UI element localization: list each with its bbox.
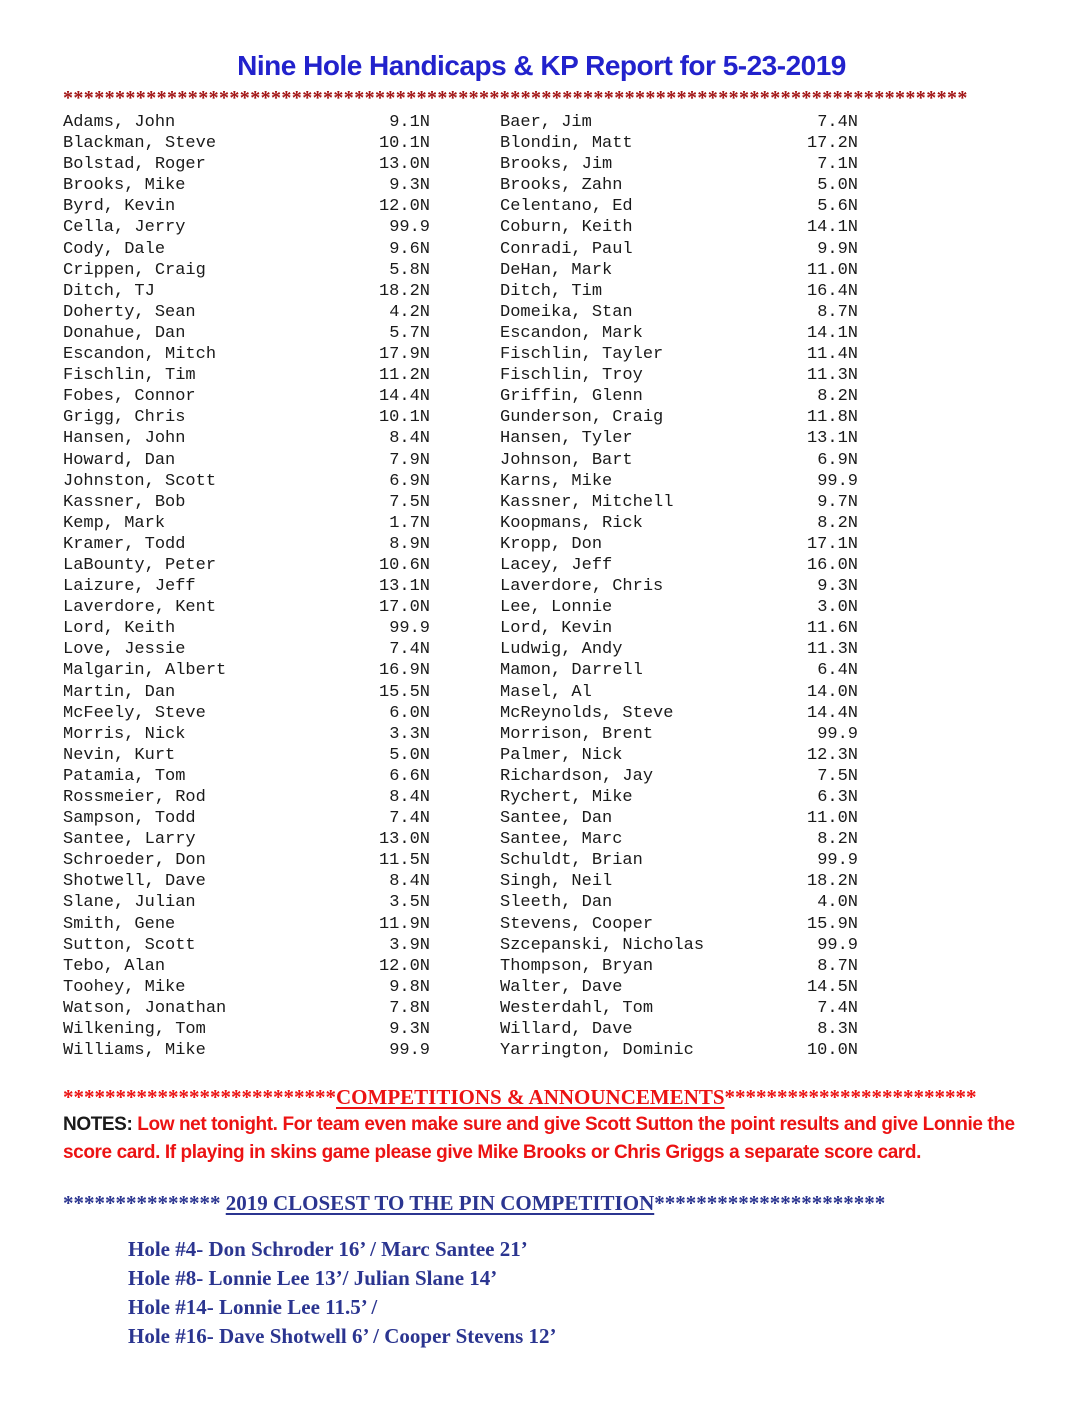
player-name: Cody, Dale — [63, 239, 166, 259]
handicap-value: 16.4N — [806, 281, 858, 301]
handicap-value: 99.9 — [389, 619, 430, 639]
roster-row — [500, 450, 858, 471]
roster-row — [63, 239, 430, 260]
handicap-value: 13.1N — [378, 577, 430, 597]
player-name: Morris, Nick — [63, 724, 186, 744]
handicap-value: 7.8N — [389, 998, 430, 1018]
handicap-value: 5.8N — [389, 260, 430, 280]
roster-row — [500, 639, 858, 660]
player-name: Laverdore, Chris — [500, 577, 664, 597]
roster-row — [63, 660, 430, 681]
roster-row — [63, 428, 430, 449]
roster-row — [500, 260, 858, 281]
handicap-value: 14.1N — [806, 323, 858, 343]
roster-row — [500, 133, 858, 154]
player-name: Thompson, Bryan — [500, 956, 654, 976]
roster-row — [63, 998, 430, 1019]
roster-row — [63, 407, 430, 428]
handicap-value: 3.9N — [389, 935, 430, 955]
player-name: Cella, Jerry — [63, 218, 186, 238]
roster-row — [500, 281, 858, 302]
handicap-value: 5.6N — [817, 197, 858, 217]
roster-row — [63, 513, 430, 534]
player-name: Szcepanski, Nicholas — [500, 935, 705, 955]
roster-column-right — [500, 112, 858, 1061]
pin-stars-after: ********************** — [654, 1191, 886, 1216]
roster-row — [63, 935, 430, 956]
handicap-value: 6.9N — [389, 471, 430, 491]
player-name: Mamon, Darrell — [500, 661, 643, 681]
player-name: Kassner, Bob — [63, 492, 186, 512]
handicap-value: 5.0N — [817, 176, 858, 196]
player-name: Palmer, Nick — [500, 745, 623, 765]
handicap-value: 15.5N — [378, 682, 430, 702]
handicap-value: 11.4N — [806, 345, 858, 365]
roster-row — [63, 724, 430, 745]
closest-to-pin-heading: 2019 CLOSEST TO THE PIN COMPETITION — [225, 1191, 655, 1216]
roster-row — [63, 871, 430, 892]
handicap-value: 99.9 — [389, 1041, 430, 1061]
player-name: Smith, Gene — [63, 914, 176, 934]
roster-row — [63, 787, 430, 808]
player-name: Fischlin, Troy — [500, 366, 643, 386]
handicap-value: 7.4N — [817, 113, 858, 132]
player-name: Lee, Lonnie — [500, 598, 613, 618]
roster-row — [63, 323, 430, 344]
handicap-value: 10.0N — [806, 1041, 858, 1061]
handicap-value: 11.2N — [378, 366, 430, 386]
player-name: Fischlin, Tim — [63, 366, 196, 386]
roster-column-left — [63, 112, 430, 1061]
player-name: Doherty, Sean — [63, 302, 196, 322]
handicap-value: 9.3N — [389, 1020, 430, 1040]
player-name: Tebo, Alan — [63, 956, 166, 976]
player-name: Crippen, Craig — [63, 260, 206, 280]
player-name: Kassner, Mitchell — [500, 492, 674, 512]
player-name: Rossmeier, Rod — [63, 788, 206, 807]
notes-paragraph — [63, 1111, 1020, 1167]
roster-row — [63, 386, 430, 407]
handicap-value: 18.2N — [806, 872, 858, 892]
handicap-value: 13.0N — [378, 155, 430, 175]
handicap-value: 16.9N — [378, 661, 430, 681]
handicap-value: 99.9 — [817, 724, 858, 744]
roster-row — [500, 724, 858, 745]
roster-row — [63, 766, 430, 787]
handicap-value: 8.2N — [817, 387, 858, 407]
roster-row — [63, 196, 430, 217]
roster-row — [63, 154, 430, 175]
roster-row — [500, 576, 858, 597]
player-name: Yarrington, Dominic — [500, 1041, 694, 1061]
handicap-value: 3.0N — [817, 598, 858, 618]
player-name: Watson, Jonathan — [63, 998, 227, 1018]
player-name: Sutton, Scott — [63, 935, 196, 955]
roster-row — [63, 175, 430, 196]
roster-row — [63, 112, 430, 133]
roster-row — [63, 682, 430, 703]
roster-row — [63, 492, 430, 513]
handicap-value: 4.0N — [817, 893, 858, 913]
handicap-value: 5.7N — [389, 323, 430, 343]
roster-row — [63, 576, 430, 597]
player-name: Fischlin, Tayler — [500, 345, 664, 365]
player-name: Karns, Mike — [500, 471, 613, 491]
roster-row — [63, 344, 430, 365]
roster-row — [63, 1040, 430, 1061]
roster-row — [63, 956, 430, 977]
player-name: Rychert, Mike — [500, 788, 633, 807]
player-name: Santee, Larry — [63, 830, 196, 850]
player-name: Blackman, Steve — [63, 134, 217, 154]
roster-row — [63, 1019, 430, 1040]
roster-row — [500, 597, 858, 618]
player-name: Morrison, Brent — [500, 724, 654, 744]
roster-row — [500, 344, 858, 365]
player-name: Stevens, Cooper — [500, 914, 654, 934]
player-name: Bolstad, Roger — [63, 155, 206, 175]
roster-row — [63, 471, 430, 492]
player-name: Schroeder, Don — [63, 851, 206, 871]
player-name: Masel, Al — [500, 682, 592, 702]
roster-row — [500, 196, 858, 217]
player-name: Richardson, Jay — [500, 766, 654, 786]
player-name: Escandon, Mark — [500, 323, 643, 343]
handicap-value: 16.0N — [806, 555, 858, 575]
player-name: Fobes, Connor — [63, 387, 196, 407]
player-name: Grigg, Chris — [63, 408, 186, 428]
handicap-value: 7.5N — [817, 766, 858, 786]
player-name: Malgarin, Albert — [63, 661, 227, 681]
player-name: LaBounty, Peter — [63, 555, 217, 575]
handicap-value: 99.9 — [817, 935, 858, 955]
player-name: Lacey, Jeff — [500, 555, 613, 575]
roster-row — [500, 323, 858, 344]
roster-row — [500, 428, 858, 449]
handicap-value: 99.9 — [817, 851, 858, 871]
handicap-value: 11.9N — [378, 914, 430, 934]
report-content — [63, 50, 1020, 1351]
player-name: Coburn, Keith — [500, 218, 633, 238]
competitions-stars-after: ************************ — [724, 1085, 977, 1110]
handicap-value: 6.4N — [817, 661, 858, 681]
page-title: Nine Hole Handicaps & KP Report for 5-23-2019 — [237, 50, 846, 81]
player-name: Blondin, Matt — [500, 134, 633, 154]
roster-row — [500, 871, 858, 892]
roster-row — [500, 956, 858, 977]
handicap-value: 9.1N — [389, 113, 430, 132]
player-name: Love, Jessie — [63, 640, 186, 660]
roster-row — [500, 977, 858, 998]
handicap-value: 1.7N — [389, 513, 430, 533]
player-name: Kramer, Todd — [63, 534, 186, 554]
handicap-value: 11.3N — [806, 640, 858, 660]
roster-row — [500, 745, 858, 766]
roster-row — [500, 555, 858, 576]
roster-row — [63, 808, 430, 829]
roster-row — [63, 703, 430, 724]
handicap-value: 6.9N — [817, 450, 858, 470]
handicap-value: 6.0N — [389, 703, 430, 723]
hole-result-line: Hole #16- Dave Shotwell 6’ / Cooper Stevens 12’ — [128, 1324, 557, 1349]
handicap-value: 5.0N — [389, 745, 430, 765]
player-name: DeHan, Mark — [500, 260, 613, 280]
player-name: Sleeth, Dan — [500, 893, 613, 913]
roster-row — [63, 302, 430, 323]
roster-row — [63, 829, 430, 850]
roster-row — [63, 555, 430, 576]
roster-row — [63, 534, 430, 555]
player-name: Griffin, Glenn — [500, 387, 643, 407]
handicap-value: 7.1N — [817, 155, 858, 175]
roster-row — [500, 850, 858, 871]
roster-row — [500, 365, 858, 386]
hole-result-line: Hole #4- Don Schroder 16’ / Marc Santee 21’ — [128, 1237, 528, 1262]
roster-row — [500, 998, 858, 1019]
closest-to-pin-heading-row — [63, 1191, 1020, 1215]
handicap-value: 7.4N — [389, 809, 430, 829]
player-name: Baer, Jim — [500, 113, 592, 132]
handicap-value: 8.9N — [389, 534, 430, 554]
player-name: McFeely, Steve — [63, 703, 206, 723]
roster-row — [63, 618, 430, 639]
handicap-value: 6.3N — [817, 788, 858, 807]
handicap-value: 8.2N — [817, 830, 858, 850]
handicap-value: 8.2N — [817, 513, 858, 533]
handicap-value: 11.0N — [806, 809, 858, 829]
roster-row — [500, 682, 858, 703]
handicap-value: 11.0N — [806, 260, 858, 280]
handicap-value: 11.5N — [378, 851, 430, 871]
competitions-heading: COMPETITIONS & ANNOUNCEMENTS — [336, 1085, 725, 1110]
pin-stars-before: *************** — [63, 1191, 221, 1216]
handicap-value: 14.4N — [378, 387, 430, 407]
roster-row — [500, 112, 858, 133]
player-name: Ditch, TJ — [63, 281, 155, 301]
handicap-value: 12.0N — [378, 197, 430, 217]
handicap-value: 10.1N — [378, 408, 430, 428]
player-name: Hansen, Tyler — [500, 429, 633, 449]
hole-result-line: Hole #14- Lonnie Lee 11.5’ / — [128, 1295, 378, 1320]
player-name: Patamia, Tom — [63, 766, 186, 786]
player-name: Hansen, John — [63, 429, 186, 449]
player-name: Donahue, Dan — [63, 323, 186, 343]
player-name: Singh, Neil — [500, 872, 613, 892]
handicap-value: 9.6N — [389, 239, 430, 259]
player-name: Brooks, Mike — [63, 176, 186, 196]
handicap-value: 8.4N — [389, 429, 430, 449]
player-name: Laizure, Jeff — [63, 577, 196, 597]
player-name: Celentano, Ed — [500, 197, 633, 217]
roster-row — [500, 703, 858, 724]
roster-row — [63, 977, 430, 998]
player-name: Lord, Kevin — [500, 619, 613, 639]
roster-row — [500, 660, 858, 681]
roster-row — [500, 808, 858, 829]
player-name: Slane, Julian — [63, 893, 196, 913]
player-name: Walter, Dave — [500, 977, 623, 997]
roster-row — [500, 787, 858, 808]
roster-row — [500, 513, 858, 534]
player-name: Adams, John — [63, 113, 176, 132]
roster-row — [500, 829, 858, 850]
player-name: Wilkening, Tom — [63, 1020, 206, 1040]
handicap-value: 18.2N — [378, 281, 430, 301]
roster-row — [500, 935, 858, 956]
roster-row — [500, 154, 858, 175]
title-divider-stars: *************************************************************************************** — [63, 88, 968, 108]
closest-to-pin-results — [128, 1235, 1020, 1351]
roster-row — [500, 534, 858, 555]
player-name: Ditch, Tim — [500, 281, 603, 301]
handicap-value: 8.3N — [817, 1020, 858, 1040]
handicap-value: 11.3N — [806, 366, 858, 386]
player-name: Escandon, Mitch — [63, 345, 217, 365]
roster-row — [63, 597, 430, 618]
roster-row — [500, 1019, 858, 1040]
handicap-roster — [63, 112, 1020, 1061]
roster-row — [500, 239, 858, 260]
player-name: Byrd, Kevin — [63, 197, 176, 217]
roster-row — [63, 639, 430, 660]
player-name: Kemp, Mark — [63, 513, 166, 533]
player-name: Johnson, Bart — [500, 450, 633, 470]
player-name: Martin, Dan — [63, 682, 176, 702]
handicap-value: 9.3N — [389, 176, 430, 196]
handicap-value: 8.4N — [389, 872, 430, 892]
player-name: Sampson, Todd — [63, 809, 196, 829]
roster-row — [500, 407, 858, 428]
handicap-value: 3.3N — [389, 724, 430, 744]
player-name: Howard, Dan — [63, 450, 176, 470]
roster-row — [500, 217, 858, 238]
player-name: Koopmans, Rick — [500, 513, 643, 533]
player-name: Schuldt, Brian — [500, 851, 643, 871]
roster-row — [63, 850, 430, 871]
player-name: Westerdahl, Tom — [500, 998, 654, 1018]
handicap-value: 7.4N — [817, 998, 858, 1018]
player-name: Kropp, Don — [500, 534, 603, 554]
roster-row — [500, 492, 858, 513]
player-name: Lord, Keith — [63, 619, 176, 639]
player-name: Ludwig, Andy — [500, 640, 623, 660]
handicap-value: 7.9N — [389, 450, 430, 470]
player-name: Shotwell, Dave — [63, 872, 206, 892]
roster-row — [63, 365, 430, 386]
notes-label: NOTES: — [63, 1114, 133, 1136]
handicap-value: 9.7N — [817, 492, 858, 512]
roster-row — [500, 1040, 858, 1061]
roster-row — [63, 260, 430, 281]
player-name: Brooks, Jim — [500, 155, 613, 175]
hole-result-line: Hole #8- Lonnie Lee 13’/ Julian Slane 14’ — [128, 1266, 498, 1291]
roster-row — [63, 914, 430, 935]
roster-row — [500, 892, 858, 913]
player-name: Williams, Mike — [63, 1041, 206, 1061]
player-name: Conradi, Paul — [500, 239, 633, 259]
handicap-value: 8.7N — [817, 302, 858, 322]
player-name: Santee, Dan — [500, 809, 613, 829]
player-name: Willard, Dave — [500, 1020, 633, 1040]
competitions-heading-row — [63, 1085, 1020, 1109]
handicap-value: 13.0N — [378, 830, 430, 850]
roster-row — [500, 302, 858, 323]
roster-row — [500, 766, 858, 787]
handicap-value: 14.0N — [806, 682, 858, 702]
competitions-stars-before: ************************** — [63, 1085, 336, 1110]
handicap-value: 3.5N — [389, 893, 430, 913]
player-name: Nevin, Kurt — [63, 745, 176, 765]
handicap-value: 6.6N — [389, 766, 430, 786]
handicap-value: 99.9 — [389, 218, 430, 238]
player-name: Laverdore, Kent — [63, 598, 217, 618]
handicap-value: 7.4N — [389, 640, 430, 660]
roster-row — [500, 914, 858, 935]
player-name: Toohey, Mike — [63, 977, 186, 997]
roster-row — [500, 386, 858, 407]
roster-row — [500, 471, 858, 492]
handicap-value: 14.1N — [806, 218, 858, 238]
player-name: Gunderson, Craig — [500, 408, 664, 428]
handicap-value: 9.8N — [389, 977, 430, 997]
roster-row — [500, 175, 858, 196]
handicap-value: 10.1N — [378, 134, 430, 154]
handicap-value: 17.0N — [378, 598, 430, 618]
handicap-value: 4.2N — [389, 302, 430, 322]
player-name: McReynolds, Steve — [500, 703, 674, 723]
handicap-value: 8.7N — [817, 956, 858, 976]
handicap-value: 17.9N — [378, 345, 430, 365]
roster-row — [63, 217, 430, 238]
handicap-value: 7.5N — [389, 492, 430, 512]
handicap-value: 14.5N — [806, 977, 858, 997]
handicap-value: 13.1N — [806, 429, 858, 449]
roster-row — [63, 450, 430, 471]
roster-row — [63, 281, 430, 302]
handicap-value: 9.9N — [817, 239, 858, 259]
handicap-value: 14.4N — [806, 703, 858, 723]
notes-text: Low net tonight. For team even make sure and give Scott Sutton the point results and give Lonnie the score card. If playing in skins game please give Mike Brooks or Chris Griggs a separate score card. — [63, 1114, 1015, 1164]
player-name: Domeika, Stan — [500, 302, 633, 322]
handicap-value: 17.1N — [806, 534, 858, 554]
player-name: Brooks, Zahn — [500, 176, 623, 196]
roster-row — [500, 618, 858, 639]
handicap-value: 10.6N — [378, 555, 430, 575]
handicap-value: 11.8N — [806, 408, 858, 428]
handicap-value: 12.3N — [806, 745, 858, 765]
handicap-value: 17.2N — [806, 134, 858, 154]
player-name: Santee, Marc — [500, 830, 623, 850]
player-name: Johnston, Scott — [63, 471, 217, 491]
handicap-value: 12.0N — [378, 956, 430, 976]
handicap-value: 15.9N — [806, 914, 858, 934]
handicap-value: 8.4N — [389, 788, 430, 807]
roster-row — [63, 745, 430, 766]
handicap-value: 99.9 — [817, 471, 858, 491]
roster-row — [63, 133, 430, 154]
roster-row — [63, 892, 430, 913]
handicap-value: 9.3N — [817, 577, 858, 597]
handicap-value: 11.6N — [806, 619, 858, 639]
